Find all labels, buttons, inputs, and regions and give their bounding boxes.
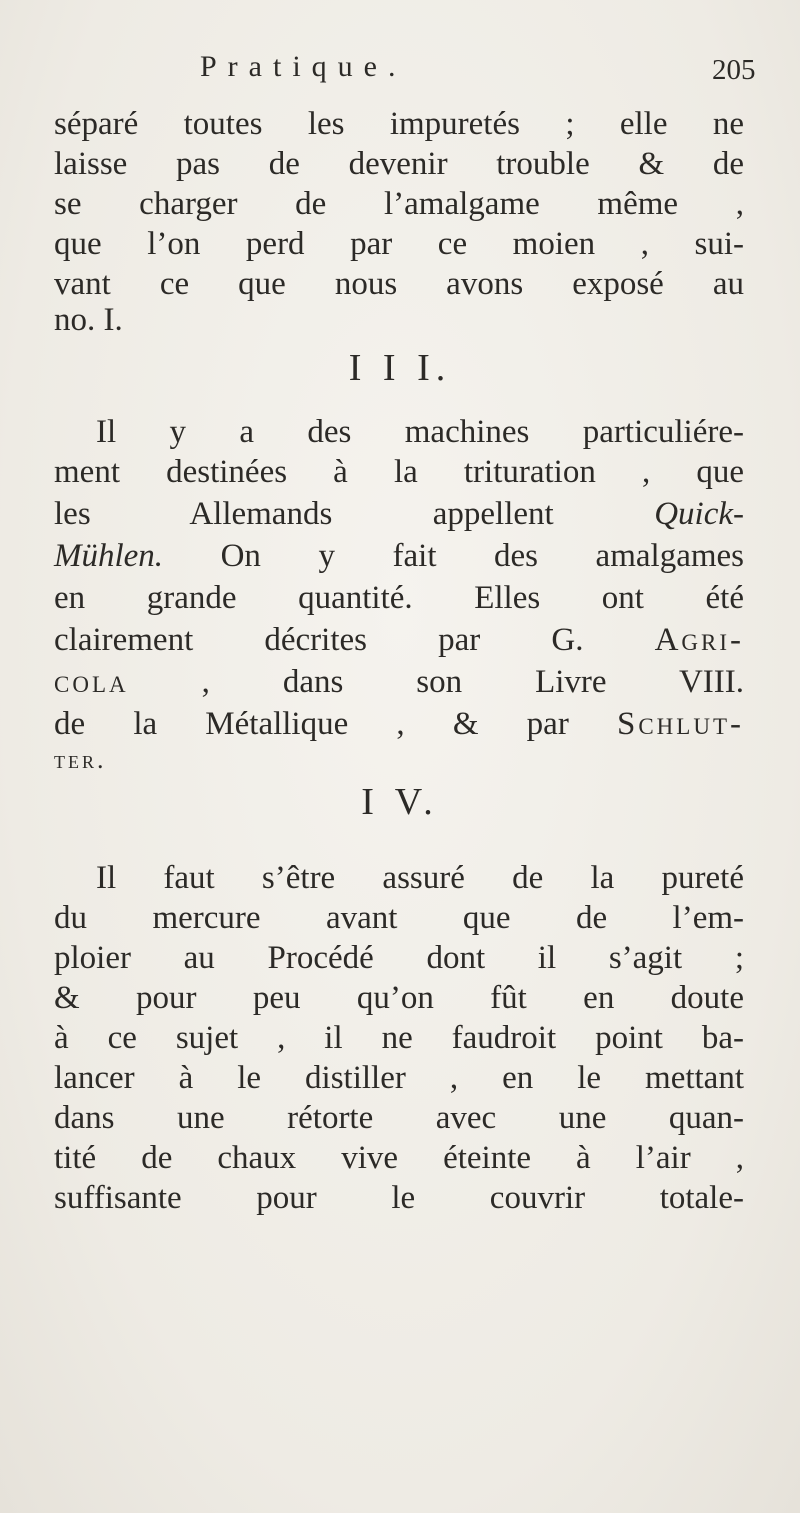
text-span: , dans son Livre VIII. xyxy=(128,664,744,700)
text-line: dans une rétorte avec une quan- xyxy=(54,1100,744,1136)
text-span: On y fait des amalgames xyxy=(163,538,744,574)
text-line: & pour peu qu’on fût en doute xyxy=(54,980,744,1016)
text-line: à ce sujet , il ne faudroit point ba- xyxy=(54,1020,744,1056)
text-line: ploier au Procédé dont il s’agit ; xyxy=(54,940,744,976)
text-line xyxy=(54,620,744,660)
author-name: Agri- xyxy=(654,622,744,658)
text-line: tité de chaux vive éteinte à l’air , xyxy=(54,1140,744,1176)
text-line xyxy=(54,536,744,576)
text-line: que l’on perd par ce moien , sui- xyxy=(54,226,744,262)
italic-term: Mühlen. xyxy=(54,538,164,574)
text-line: vant ce que nous avons exposé au xyxy=(54,266,744,302)
text-line: en grande quantité. Elles ont été xyxy=(54,580,744,616)
text-line: séparé toutes les impuretés ; elle ne xyxy=(54,106,744,142)
text-span: clairement décrites par G. xyxy=(54,622,655,658)
section-heading-3: I I I. xyxy=(348,347,452,389)
text-line xyxy=(54,704,744,744)
page-header xyxy=(0,44,800,104)
text-line: Il faut s’être assuré de la pureté xyxy=(96,860,744,896)
italic-term: Quick- xyxy=(654,496,744,532)
text-line: du mercure avant que de l’em- xyxy=(54,900,744,936)
text-line: lancer à le distiller , en le mettant xyxy=(54,1060,744,1096)
section-heading-4: I V. xyxy=(361,781,439,823)
text-line: ter. xyxy=(54,745,107,774)
text-line: no. I. xyxy=(54,302,123,338)
text-line: ment destinées à la trituration , que xyxy=(54,454,744,490)
text-span: les Allemands appellent xyxy=(54,496,655,532)
author-name: Schlut- xyxy=(616,706,744,742)
text-line: se charger de l’amalgame même , xyxy=(54,186,744,222)
text-line xyxy=(54,494,744,534)
text-line: laisse pas de devenir trouble & de xyxy=(54,146,744,182)
page-number: 205 xyxy=(712,54,756,86)
text-span: de la Métallique , & par xyxy=(54,706,617,742)
author-name: cola xyxy=(54,664,129,700)
text-line: suffisante pour le couvrir totale- xyxy=(54,1180,744,1216)
text-line: Il y a des machines particuliére- xyxy=(96,414,744,450)
running-title: Pratique. xyxy=(200,50,407,83)
text-line xyxy=(54,662,744,702)
